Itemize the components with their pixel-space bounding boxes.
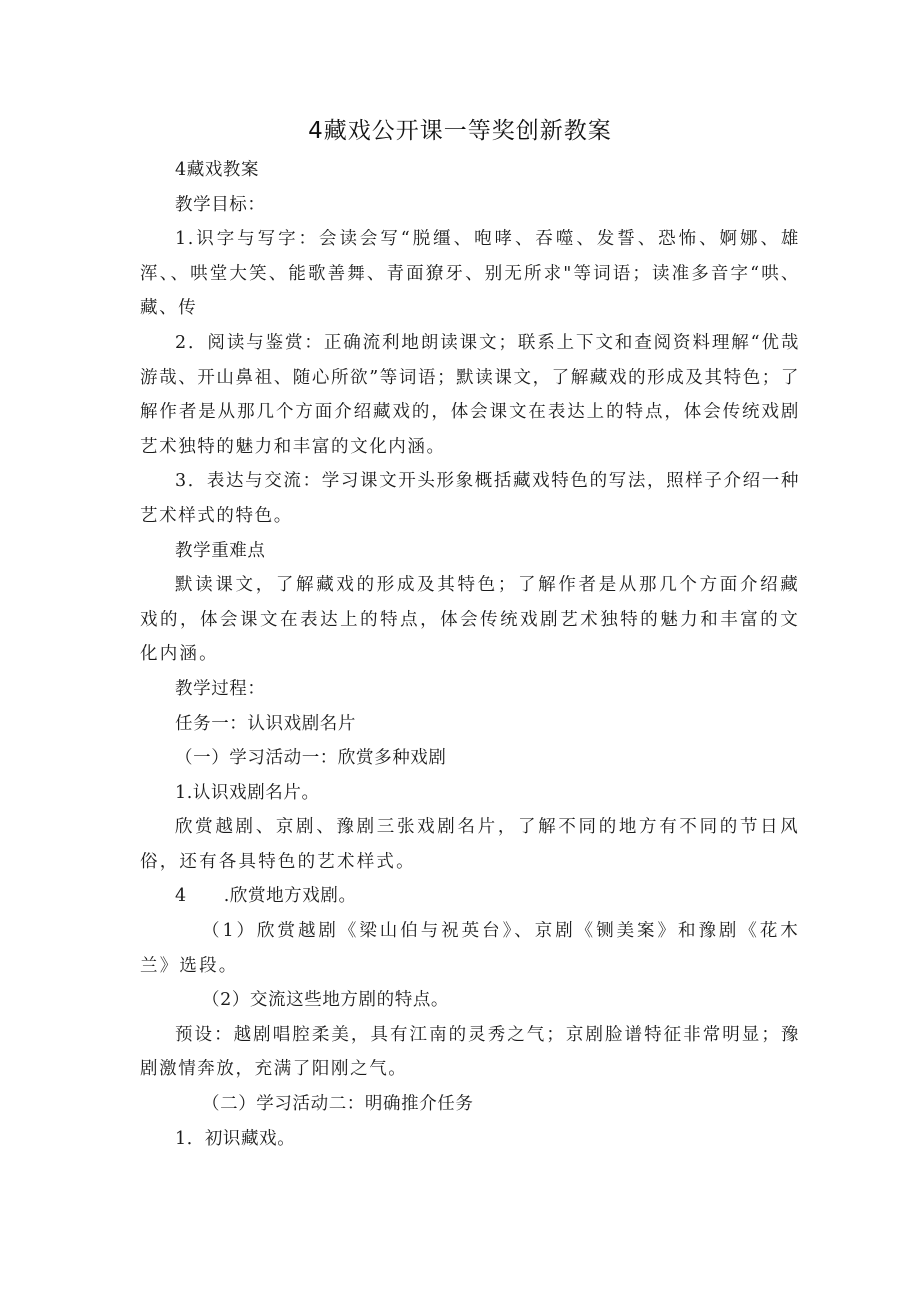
paragraph-activity-2: （二）学习活动二：明确推介任务 [202, 1094, 474, 1115]
paragraph-activity-2-step-1: 1．初识藏戏。 [175, 1128, 296, 1149]
paragraph-step-4-item-1: （1）欣赏越剧《梁山伯与祝英台》、京剧《铡美案》和豫剧《花木兰》选段。 [140, 921, 800, 976]
paragraph-step-4: 4 .欣赏地方戏剧。 [175, 886, 357, 907]
document-body [140, 153, 800, 1156]
paragraph-key-difficulties: 默读课文，了解藏戏的形成及其特色；了解作者是从那几个方面介绍藏戏的，体会课文在表达上的特点，体会传统戏剧艺术独特的魅力和丰富的文化内涵。 [140, 575, 800, 665]
paragraph-task-1: 任务一：认识戏剧名片 [175, 713, 356, 734]
paragraph-preset: 预设：越剧唱腔柔美，具有江南的灵秀之气；京剧脸谱特征非常明显；豫剧激情奔放，充满了阳刚之气。 [140, 1024, 800, 1080]
paragraph-key-difficulties-heading: 教学重难点 [175, 540, 266, 561]
paragraph-goal-1: 1.识字与写字：会读会写“脱缰、咆哮、吞噬、发誓、恐怖、婀娜、雄浑、、哄堂大笑、能歌善舞、青面獠牙、别无所求"等词语；读准多音字“哄、藏、传 [140, 229, 800, 319]
paragraph-activity-1: （一）学习活动一：欣赏多种戏剧 [175, 748, 447, 769]
paragraph-teaching-goals-heading: 教学目标： [175, 194, 266, 215]
paragraph-step-4-item-2: （2）交流这些地方剧的特点。 [202, 990, 450, 1011]
document-title: 4藏戏公开课一等奖创新教案 [308, 118, 612, 144]
paragraph-goal-2: 2．阅读与鉴赏：正确流利地朗读课文；联系上下文和查阅资料理解“优哉游哉、开山鼻祖、随心所欲”等词语；默读课文，了解藏戏的形成及其特色；了解作者是从那几个方面介绍藏戏的，体会课文在表达上的特点，体会传统戏剧艺术独特的魅力和丰富的文化内涵。 [140, 332, 800, 457]
paragraph-step-1: 1.认识戏剧名片。 [175, 782, 320, 803]
paragraph-step-1-detail: 欣赏越剧、京剧、豫剧三张戏剧名片，了解不同的地方有不同的节日风俗，还有各具特色的艺术样式。 [140, 817, 800, 872]
paragraph-goal-3: 3．表达与交流：学习课文开头形象概括藏戏特色的写法，照样子介绍一种艺术样式的特色。 [140, 471, 800, 526]
paragraph-teaching-process-heading: 教学过程： [175, 678, 266, 699]
paragraph-lesson-heading: 4藏戏教案 [175, 160, 260, 180]
